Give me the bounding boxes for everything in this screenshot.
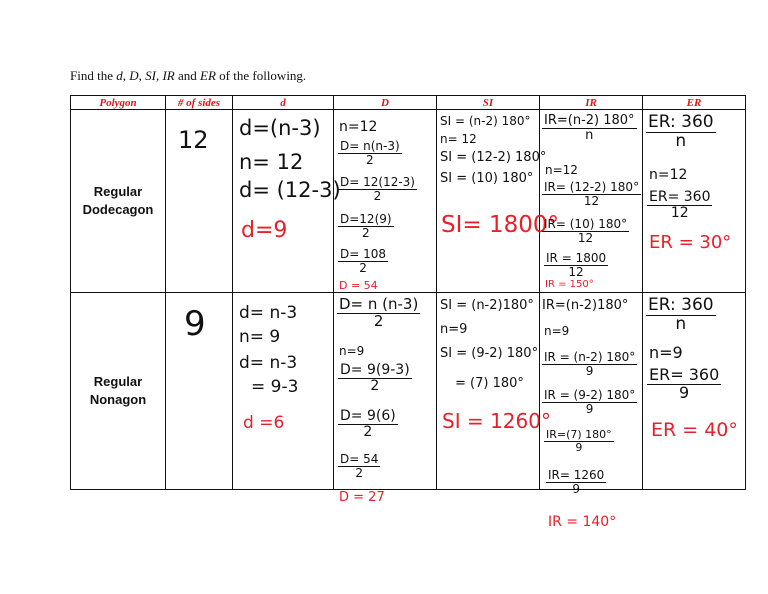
d-answer: d=9 <box>241 218 288 243</box>
header-ER: ER <box>643 96 746 110</box>
ER-cell <box>643 110 746 293</box>
ER-answer: ER = 30° <box>649 232 732 253</box>
SI-cell <box>437 293 551 490</box>
D-cell <box>334 110 437 293</box>
d-step-3: d= (12-3) <box>239 178 341 202</box>
SI-answer: SI= 1800° <box>441 212 559 238</box>
SI-step-1: SI = (n-2)180° <box>440 298 534 313</box>
D-fraction-4: $\frac{D= 54}{2}$ <box>340 452 379 480</box>
IR-fraction-4: $\frac{IR= 1260}{9}$ <box>548 468 605 496</box>
header-d: d <box>233 96 334 110</box>
SI-step-2: n= 12 <box>440 132 477 146</box>
sides-value: 12 <box>178 126 209 154</box>
IR-fraction-2: $\frac{IR = (9-2) 180^\circ}{9}$ <box>544 388 636 416</box>
polygon-name-cell <box>71 110 166 293</box>
D-fraction-2: $\frac{D= 12(12-3)}{2}$ <box>340 175 415 203</box>
header-row <box>71 96 746 110</box>
SI-answer: SI = 1260° <box>442 409 551 433</box>
IR-cell <box>540 293 643 530</box>
D-fraction-1: $\frac{D= n(n-3)}{2}$ <box>340 139 400 167</box>
polygon-name-cell <box>71 293 166 490</box>
sides-cell <box>166 293 233 490</box>
ER-answer: ER = 40° <box>651 419 738 441</box>
D-step-1: n=12 <box>339 119 378 135</box>
header-D: D <box>334 96 437 110</box>
ER-fraction-1: $\frac{ER: 360}{n}$ <box>648 112 714 151</box>
d-step-2: n= 9 <box>239 327 281 347</box>
ER-step-2: n=12 <box>649 167 688 183</box>
d-step-1: d= n-3 <box>239 303 298 323</box>
SI-step-2: n=9 <box>440 322 468 337</box>
IR-fraction-1: $\frac{IR=(n-2) 180^\circ}{n}$ <box>544 113 635 143</box>
d-cell <box>233 110 341 293</box>
D-fraction-1: $\frac{D= n (n-3)}{2}$ <box>339 295 419 330</box>
ER-step-2: n=9 <box>649 343 683 362</box>
instructions: Find the d, D, SI, IR and ER of the following. <box>70 68 307 83</box>
d-step-3: d= n-3 <box>239 353 298 373</box>
D-cell <box>334 293 437 505</box>
d-answer: d =6 <box>243 413 285 433</box>
header-IR: IR <box>540 96 643 110</box>
D-fraction-2: $\frac{D= 9(9-3)}{2}$ <box>340 362 410 394</box>
IR-fraction-4: $\frac{IR = 1800}{12}$ <box>546 251 607 279</box>
header-SI: SI <box>437 96 540 110</box>
table-row <box>71 293 746 490</box>
d-step-4: = 9-3 <box>251 377 299 397</box>
ER-fraction-2: $\frac{ER= 360}{12}$ <box>649 189 711 221</box>
SI-step-4: = (7) 180° <box>455 376 524 391</box>
d-cell <box>233 293 334 490</box>
ER-fraction-2: $\frac{ER= 360}{9}$ <box>649 365 720 402</box>
polygon-table <box>70 95 746 530</box>
ER-fraction-1: $\frac{ER: 360}{n}$ <box>648 295 714 334</box>
d-step-2: n= 12 <box>239 150 304 174</box>
sides-cell <box>166 110 233 293</box>
IR-step-2: n=9 <box>544 324 570 338</box>
D-fraction-3: $\frac{D= 9(6)}{2}$ <box>340 408 396 440</box>
IR-step-1: IR=(n-2)180° <box>542 298 629 313</box>
IR-fraction-3: $\frac{IR= (10) 180^\circ}{12}$ <box>544 217 628 245</box>
polygon-name-line1: Regular <box>93 374 143 389</box>
SI-step-1: SI = (n-2) 180° <box>440 114 531 128</box>
header-sides: # of sides <box>166 96 233 110</box>
D-fraction-4: $\frac{D= 108}{2}$ <box>340 247 387 275</box>
D-answer: D = 27 <box>339 490 385 505</box>
IR-answer: IR = 140° <box>548 514 617 530</box>
IR-fraction-1: $\frac{IR = (n-2) 180^\circ}{9}$ <box>544 350 636 378</box>
IR-step-2: n=12 <box>545 163 578 177</box>
IR-cell <box>540 110 643 293</box>
IR-fraction-3: $\frac{IR=(7) 180^\circ}{9}$ <box>546 428 612 454</box>
polygon-name-line2: Dodecagon <box>82 202 154 217</box>
D-answer: D = 54 <box>339 279 378 292</box>
SI-step-3: SI = (12-2) 180° <box>440 150 547 165</box>
D-fraction-3: $\frac{D=12(9)}{2}$ <box>340 212 392 240</box>
table-row <box>71 110 746 293</box>
header-polygon: Polygon <box>71 96 166 110</box>
polygon-name-line2: Nonagon <box>89 392 147 407</box>
SI-cell <box>437 110 559 293</box>
SI-step-4: SI = (10) 180° <box>440 171 534 186</box>
D-step-2: n=9 <box>339 344 365 358</box>
IR-answer: IR = 150° <box>545 279 594 290</box>
IR-fraction-2: $\frac{IR= (12-2) 180^\circ}{12}$ <box>544 180 640 208</box>
polygon-name-line1: Regular <box>93 184 143 199</box>
sides-value: 9 <box>184 304 206 344</box>
SI-step-3: SI = (9-2) 180° <box>440 346 539 361</box>
ER-cell <box>643 293 746 490</box>
d-step-1: d=(n-3) <box>239 116 321 140</box>
